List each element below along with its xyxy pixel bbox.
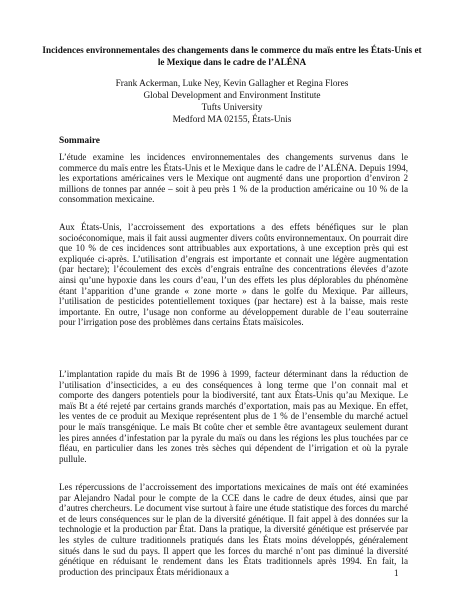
page-number: 1 — [394, 568, 399, 578]
author-block — [40, 78, 424, 126]
paragraph-3: L’implantation rapide du maïs Bt de 1996 à 1999, facteur déterminant dans la réduction de l’utilisation d’insecticides, a eu des conséquences à long terme que l’on connait mal et comporte des dangers potentiels pour la biodiversité, tant aux États-Unis qu’au Mexique. Le maïs Bt a été rejeté par certains grands marchés d’exportation, mais pas au Mexique. En effet, les ventes de ce produit au Mexique représentent plus de 1 % de l’ensemble du marché actuel pour le maïs transgénique. Le maïs Bt coûte cher et semble être avantageux seulement durant les pires années d’infestation par la pyrale du maïs ou dans les régions les plus touchées par ce fléau, en particulier dans les zones très sèches qui dépendent de l’irrigation et où la pyrale pullule. — [59, 369, 408, 464]
paragraph-1: L’étude examine les incidences environnementales des changements survenus dans le commerce du maïs entre les États-Unis et le Mexique dans le cadre de l’ALÉNA. Depuis 1994, les exportations américaines vers le Mexique ont augmenté dans une proportion d’environ 2 millions de tonnes par année – soit à peu près 1 % de la production américaine ou 10 % de la consommation mexicaine. — [59, 152, 408, 205]
section-heading: Sommaire — [59, 136, 100, 146]
document-title: Incidences environnementales des changements dans le commerce du maïs entre les États-Unis et le Mexique dans le cadre de l’ALÉNA — [42, 45, 422, 67]
paragraph-4: Les répercussions de l’accroissement des importations mexicaines de maïs ont été examinées par Alejandro Nadal pour le compte de la CCE dans le cadre de deux études, ainsi que par d’autres chercheurs. Le document vise surtout à faire une étude statistique des forces du marché et de leurs conséquences sur le plan de la diversité génétique. Il fait appel à des données sur la technologie et la production par État. Dans la pratique, la diversité génétique est préservée par les styles de culture traditionnels pratiqués dans les États moins développés, généralement situés dans le sud du pays. Il appert que les forces du marché n’ont pas diminué la diversité génétique en réduisant le rendement dans les États traditionnels après 1994. En fait, la production des principaux États méridionaux a — [59, 482, 408, 577]
paragraph-2: Aux États-Unis, l’accroissement des exportations a des effets bénéfiques sur le plan socioéconomique, mais il fait aussi augmenter divers coûts environnementaux. On pourrait dire que 10 % de ces incidences sont attribuables aux exportations, à une exception près qui est expliquée ci-après. L’utilisation d’engrais est importante et connait une légère augmentation (par hectare); l’écoulement des excès d’engrais entraîne des concentrations élevées d’azote ainsi qu’une hypoxie dans les cours d’eau, l’un des effets les plus déplorables du phénomène étant l’apparition d’une grande « zone morte » dans le golfe du Mexique. Par ailleurs, l’utilisation de pesticides potentiellement toxiques (par hectare) est à la baisse, mais reste importante. En outre, l’usage non conforme au développement durable de l’eau souterraine pour l’irrigation pose des problèmes dans certains États maïsicoles. — [59, 222, 408, 328]
institute-name: Global Development and Environment Institute — [143, 91, 321, 101]
postal-address: Medford MA 02155, États-Unis — [172, 115, 292, 125]
university-name: Tufts University — [201, 103, 263, 113]
author-names: Frank Ackerman, Luke Ney, Kevin Gallagher et Regina Flores — [115, 79, 349, 89]
